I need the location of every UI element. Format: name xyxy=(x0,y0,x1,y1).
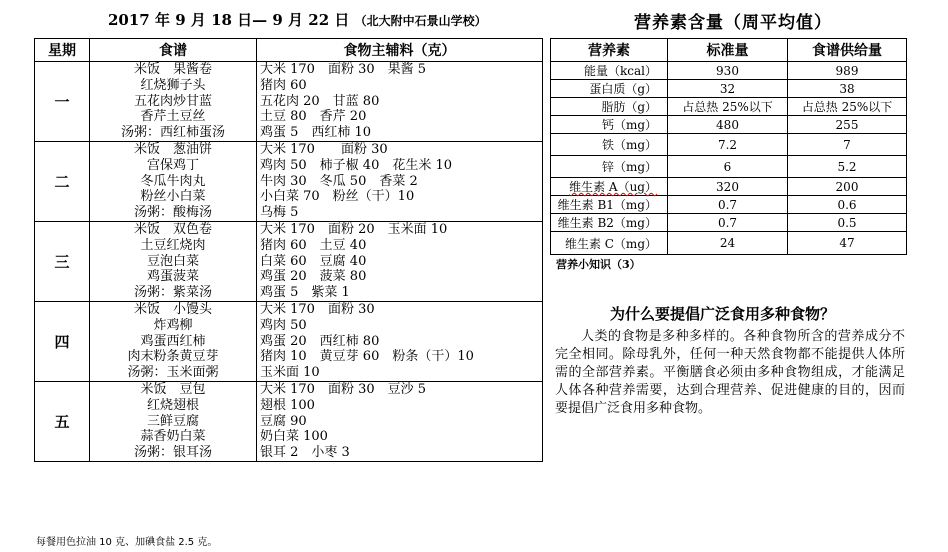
ingredient-item: 鸡蛋 5 紫菜 1 xyxy=(260,285,350,301)
ingredient-item: 五花肉 20 甘蓝 80 xyxy=(260,93,380,109)
dish-item: 红烧翅根 xyxy=(146,397,199,413)
nutrition-row xyxy=(551,232,907,255)
standard-value: 占总热 25%以下 xyxy=(668,98,788,116)
ingredient-list xyxy=(257,301,543,381)
nutrition-row xyxy=(551,196,907,214)
nutrient-name: 钙（mg） xyxy=(551,116,668,134)
dish-item: 冬瓜牛肉丸 xyxy=(140,173,206,189)
day-label: 三 xyxy=(35,221,90,301)
day-row-wednesday xyxy=(35,221,543,301)
standard-value: 930 xyxy=(668,62,788,80)
supply-value: 200 xyxy=(788,178,907,196)
ingredient-item: 大米 170 面粉 30 豆沙 5 xyxy=(260,381,427,397)
day-label: 一 xyxy=(35,62,90,142)
ingredient-item: 白菜 60 豆腐 40 xyxy=(260,253,367,269)
ingredient-item: 大米 170 面粉 30 xyxy=(260,141,388,157)
dish-item: 汤粥：银耳汤 xyxy=(133,445,212,461)
nutrition-row xyxy=(551,214,907,232)
ingredient-item: 猪肉 60 土豆 40 xyxy=(260,237,367,253)
ingredient-item: 猪肉 10 黄豆芽 60 粉条（干）10 xyxy=(260,349,474,365)
date-range: 2017 年 9 月 18 日— 9 月 22 日 xyxy=(108,11,350,29)
day-row-monday xyxy=(35,62,543,142)
menu-header-row xyxy=(35,39,543,62)
column-header-supply: 食谱供给量 xyxy=(788,39,907,62)
ingredient-item: 猪肉 60 xyxy=(260,77,307,93)
ingredient-item: 鸡肉 50 柿子椒 40 花生米 10 xyxy=(260,157,453,173)
dish-item: 米饭 双色卷 xyxy=(133,221,212,237)
column-header-recipe: 食谱 xyxy=(90,39,257,62)
ingredient-item: 银耳 2 小枣 3 xyxy=(260,445,350,461)
dish-list xyxy=(90,141,257,221)
standard-value: 32 xyxy=(668,80,788,98)
ingredient-item: 鸡蛋 20 菠菜 80 xyxy=(260,269,367,285)
dish-item: 香芹土豆丝 xyxy=(140,109,206,125)
dish-item: 米饭 豆包 xyxy=(140,381,206,397)
knowledge-paragraph: 人类的食物是多种多样的。各种食物所含的营养成分不完全相同。除母乳外，任何一种天然食物都不能提供人体所需的全部营养素。平衡膳食必须由多种食物组成，才能满足人体各种营养需要，达到合理营养、促进健康的目的，因而要提倡广泛食用多种食物。 xyxy=(555,329,905,416)
dish-item: 汤粥：紫菜汤 xyxy=(133,285,212,301)
supply-value: 47 xyxy=(788,232,907,255)
day-label: 二 xyxy=(35,141,90,221)
ingredient-item: 大米 170 面粉 30 果酱 5 xyxy=(260,62,427,77)
knowledge-label: 营养小知识（3） xyxy=(556,258,641,271)
supply-value: 5.2 xyxy=(788,156,907,178)
nutrition-row xyxy=(551,134,907,156)
supply-value: 7 xyxy=(788,134,907,156)
dish-item: 肉末粉条黄豆芽 xyxy=(127,349,219,365)
nutrition-row xyxy=(551,178,907,196)
dish-item: 鸡蛋菠菜 xyxy=(146,269,199,285)
nutrient-name: 能量（kcal） xyxy=(551,62,668,80)
nutrition-row xyxy=(551,98,907,116)
ingredient-item: 鸡肉 50 xyxy=(260,317,307,333)
standard-value: 0.7 xyxy=(668,214,788,232)
ingredient-item: 大米 170 面粉 30 xyxy=(260,301,375,317)
ingredient-item: 鸡蛋 20 西红柿 80 xyxy=(260,333,380,349)
nutrition-header-row xyxy=(551,39,907,62)
nutrition-table xyxy=(550,38,907,255)
nutrition-row xyxy=(551,116,907,134)
dish-list xyxy=(90,301,257,381)
nutrient-name: 维生素 C（mg） xyxy=(551,232,668,255)
dish-item: 汤粥：酸梅汤 xyxy=(133,205,212,221)
nutrient-name: 脂肪（g） xyxy=(551,98,668,116)
dish-item: 粉丝小白菜 xyxy=(140,189,206,205)
weekly-menu-table xyxy=(34,38,543,462)
dish-item: 米饭 果酱卷 xyxy=(133,62,212,77)
standard-value: 24 xyxy=(668,232,788,255)
dish-item: 三鲜豆腐 xyxy=(146,413,199,429)
supply-value: 占总热 25%以下 xyxy=(788,98,907,116)
dish-item: 豆泡白菜 xyxy=(146,253,199,269)
menu-footnote: 每餐用色拉油 10 克、加碘食盐 2.5 克。 xyxy=(36,537,218,548)
nutrition-row xyxy=(551,156,907,178)
standard-value: 0.7 xyxy=(668,196,788,214)
nutrition-row xyxy=(551,80,907,98)
ingredient-item: 小白菜 70 粉丝（干）10 xyxy=(260,189,415,205)
column-header-nutrient: 营养素 xyxy=(551,39,668,62)
ingredient-item: 鸡蛋 5 西红柿 10 xyxy=(260,125,372,141)
dish-list xyxy=(90,62,257,142)
column-header-standard: 标准量 xyxy=(668,39,788,62)
ingredient-item: 玉米面 10 xyxy=(260,365,320,381)
dish-item: 红烧狮子头 xyxy=(140,77,206,93)
ingredient-item: 牛肉 30 冬瓜 50 香菜 2 xyxy=(260,173,418,189)
ingredient-list xyxy=(257,141,543,221)
dish-item: 宫保鸡丁 xyxy=(146,157,199,173)
dish-item: 米饭 小馒头 xyxy=(133,301,212,317)
dish-item: 炸鸡柳 xyxy=(153,317,193,333)
ingredient-list xyxy=(257,221,543,301)
day-row-tuesday xyxy=(35,141,543,221)
day-label: 五 xyxy=(35,381,90,461)
standard-value: 480 xyxy=(668,116,788,134)
supply-value: 0.6 xyxy=(788,196,907,214)
nutrient-name: 蛋白质（g） xyxy=(551,80,668,98)
ingredient-item: 奶白菜 100 xyxy=(260,429,328,445)
column-header-day: 星期 xyxy=(35,39,90,62)
dish-item: 蒜香奶白菜 xyxy=(140,429,206,445)
menu-date-title xyxy=(108,9,487,30)
dish-item: 汤粥：玉米面粥 xyxy=(127,365,219,381)
nutrient-name: 维生素 A（ug） xyxy=(551,178,668,196)
ingredient-list xyxy=(257,62,543,142)
knowledge-question: 为什么要提倡广泛食用多种食物？ xyxy=(610,305,836,323)
supply-value: 989 xyxy=(788,62,907,80)
school-name: （北大附中石景山学校） xyxy=(354,14,487,28)
dish-item: 米饭 葱油饼 xyxy=(133,141,212,157)
nutrition-title: 营养素含量（周平均值） xyxy=(634,13,832,33)
supply-value: 38 xyxy=(788,80,907,98)
day-row-thursday xyxy=(35,301,543,381)
nutrient-name: 维生素 B1（mg） xyxy=(551,196,668,214)
dish-list xyxy=(90,381,257,461)
ingredient-item: 大米 170 面粉 20 玉米面 10 xyxy=(260,221,448,237)
ingredient-item: 乌梅 5 xyxy=(260,205,299,221)
dish-item: 五花肉炒甘蓝 xyxy=(133,93,212,109)
standard-value: 6 xyxy=(668,156,788,178)
nutrient-name: 铁（mg） xyxy=(551,134,668,156)
dish-list xyxy=(90,221,257,301)
nutrient-name: 锌（mg） xyxy=(551,156,668,178)
column-header-ingredients: 食物主辅料（克） xyxy=(257,39,543,62)
ingredient-item: 翅根 100 xyxy=(260,397,315,413)
standard-value: 7.2 xyxy=(668,134,788,156)
ingredient-list xyxy=(257,381,543,461)
supply-value: 255 xyxy=(788,116,907,134)
day-label: 四 xyxy=(35,301,90,381)
dish-item: 鸡蛋西红柿 xyxy=(140,333,206,349)
standard-value: 320 xyxy=(668,178,788,196)
supply-value: 0.5 xyxy=(788,214,907,232)
nutrient-name: 维生素 B2（mg） xyxy=(551,214,668,232)
nutrition-row xyxy=(551,62,907,80)
day-row-friday xyxy=(35,381,543,461)
dish-item: 汤粥：西红柿蛋汤 xyxy=(120,125,225,141)
ingredient-item: 土豆 80 香芹 20 xyxy=(260,109,367,125)
ingredient-item: 豆腐 90 xyxy=(260,413,307,429)
dish-item: 土豆红烧肉 xyxy=(140,237,206,253)
